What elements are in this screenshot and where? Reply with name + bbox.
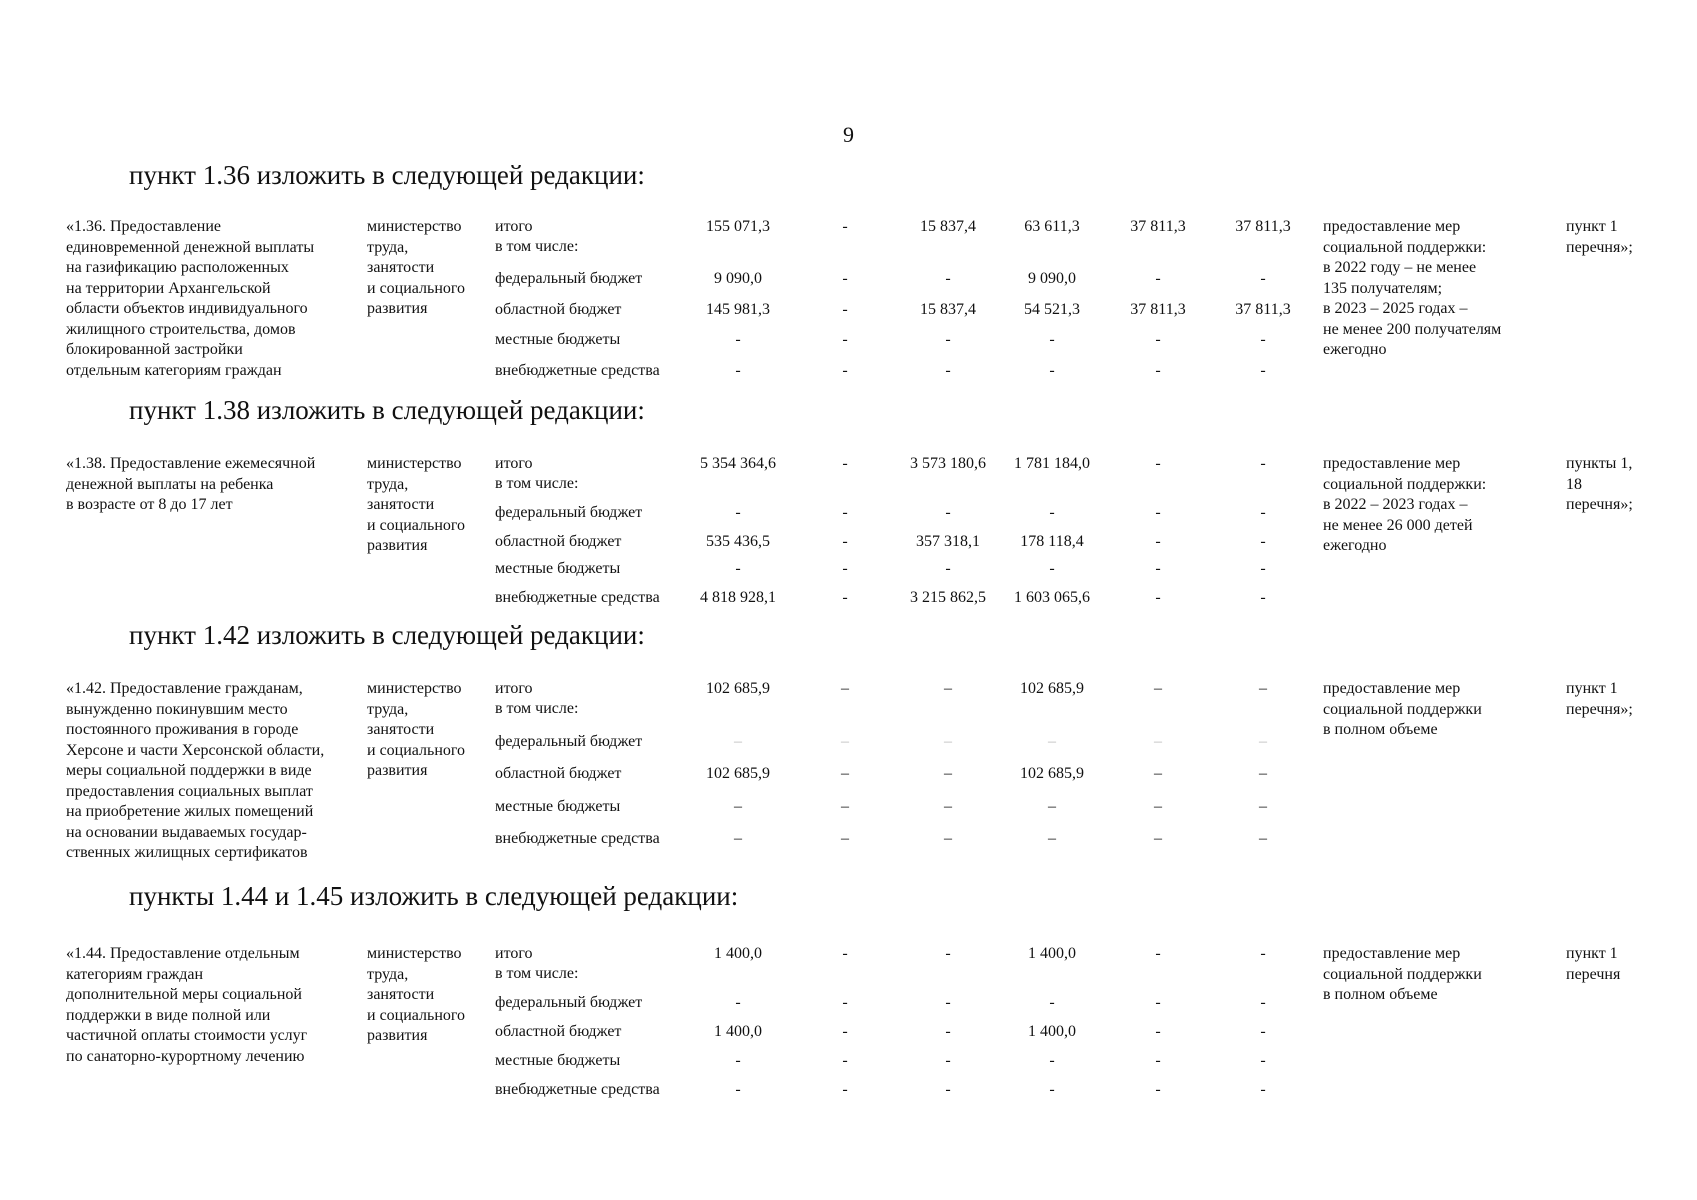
finance-value: - xyxy=(1049,331,1055,348)
finance-value: 15 837,4 xyxy=(920,301,976,318)
finance-value: 5 354 364,6 xyxy=(700,455,776,472)
finance-value: - xyxy=(945,1023,951,1040)
finance-value: 178 118,4 xyxy=(1020,533,1084,550)
finance-value: 1 400,0 xyxy=(1028,945,1076,962)
executor-line: развития xyxy=(367,300,428,317)
result-line: предоставление мер xyxy=(1323,680,1461,697)
executor-line: министерство xyxy=(367,680,462,697)
finance-value: – xyxy=(944,765,952,782)
finance-value: - xyxy=(945,362,951,379)
finance-value: - xyxy=(1155,945,1161,962)
finance-value: - xyxy=(842,270,848,287)
finance-value: - xyxy=(1155,1052,1161,1069)
finance-value: - xyxy=(1260,533,1266,550)
finance-value: - xyxy=(842,560,848,577)
finance-value: - xyxy=(1155,994,1161,1011)
finance-value: – xyxy=(944,733,952,750)
finance-value: – xyxy=(1048,830,1056,847)
finance-row-label: внебюджетные средства xyxy=(495,1081,660,1098)
finance-value: - xyxy=(842,1052,848,1069)
finance-value: 102 685,9 xyxy=(1020,765,1084,782)
item-description-line: предоставления социальных выплат xyxy=(66,782,313,800)
finance-value: - xyxy=(1155,1023,1161,1040)
item-description-line: на газификацию расположенных xyxy=(66,259,289,276)
finance-value: - xyxy=(1049,1081,1055,1098)
finance-value: 4 818 928,1 xyxy=(700,589,776,606)
finance-value: – xyxy=(1048,733,1056,750)
item-description-line: поддержки в виде полной или xyxy=(66,1006,271,1024)
finance-row-label: федеральный бюджет xyxy=(495,270,643,287)
finance-value: - xyxy=(1155,331,1161,348)
finance-row-label: областной бюджет xyxy=(495,1023,622,1040)
finance-value: 37 811,3 xyxy=(1235,218,1291,235)
result-line: ежегодно xyxy=(1323,341,1387,358)
reference-line: перечня»; xyxy=(1566,238,1633,256)
finance-value: 145 981,3 xyxy=(706,301,770,318)
finance-row-label: местные бюджеты xyxy=(495,560,621,577)
finance-value: – xyxy=(1048,798,1056,815)
finance-value: - xyxy=(842,218,848,235)
finance-value: – xyxy=(1154,680,1162,697)
item-description-line: денежной выплаты на ребенка xyxy=(66,475,274,493)
finance-value: - xyxy=(945,331,951,348)
executor-line: развития xyxy=(367,537,428,554)
finance-value: 1 603 065,6 xyxy=(1014,589,1090,606)
finance-row-label: федеральный бюджет xyxy=(495,994,643,1011)
finance-value: 37 811,3 xyxy=(1130,218,1186,235)
item-description-line: жилищного строительства, домов xyxy=(66,320,296,338)
finance-value: - xyxy=(1155,533,1161,550)
finance-row-label: областной бюджет xyxy=(495,301,622,318)
finance-value: - xyxy=(735,994,741,1011)
finance-value: – xyxy=(944,798,952,815)
result-line: ежегодно xyxy=(1323,537,1387,554)
finance-value: – xyxy=(734,798,742,815)
executor-line: и социального xyxy=(367,516,466,534)
finance-value: - xyxy=(842,301,848,318)
finance-row-label: в том числе: xyxy=(495,475,579,492)
finance-value: - xyxy=(1049,994,1055,1011)
item-description-line: на приобретение жилых помещений xyxy=(66,803,314,820)
finance-row-label: итого xyxy=(495,455,533,472)
item-description-line: дополнительной меры социальной xyxy=(66,986,302,1003)
result-line: социальной поддержки xyxy=(1323,700,1482,718)
finance-value: 9 090,0 xyxy=(714,270,762,287)
reference-line: пункты 1, xyxy=(1566,455,1633,472)
section-heading: пункт 1.42 изложить в следующей редакции: xyxy=(129,620,645,650)
finance-value: 1 400,0 xyxy=(714,945,762,962)
result-line: социальной поддержки: xyxy=(1323,238,1487,256)
item-description-line: Херсоне и части Херсонской области, xyxy=(66,741,325,759)
finance-value: – xyxy=(1259,830,1267,847)
finance-row-label: внебюджетные средства xyxy=(495,362,660,379)
finance-value: - xyxy=(842,533,848,550)
item-description-line: вынужденно покинувшим место xyxy=(66,700,288,718)
finance-value: - xyxy=(1155,1081,1161,1098)
finance-value: - xyxy=(1049,362,1055,379)
finance-value: 54 521,3 xyxy=(1024,301,1080,318)
result-line: в 2023 – 2025 годах – xyxy=(1323,300,1468,317)
reference-line: пункт 1 xyxy=(1566,945,1618,962)
executor-line: министерство xyxy=(367,218,462,235)
finance-value: – xyxy=(841,680,849,697)
finance-value: – xyxy=(841,798,849,815)
finance-value: 37 811,3 xyxy=(1235,301,1291,318)
finance-row-label: местные бюджеты xyxy=(495,798,621,815)
executor-line: занятости xyxy=(367,496,435,513)
finance-value: - xyxy=(735,504,741,521)
item-description-line: категориям граждан xyxy=(66,965,204,983)
finance-value: – xyxy=(944,680,952,697)
finance-value: - xyxy=(1260,504,1266,521)
finance-row-label: итого xyxy=(495,680,533,697)
finance-value: - xyxy=(1260,1023,1266,1040)
executor-line: труда, xyxy=(367,238,409,256)
executor-line: развития xyxy=(367,1027,428,1044)
reference-line: перечня»; xyxy=(1566,700,1633,718)
finance-value: – xyxy=(1154,733,1162,750)
reference-line: пункт 1 xyxy=(1566,680,1618,697)
finance-value: - xyxy=(735,1081,741,1098)
finance-value: - xyxy=(1260,362,1266,379)
finance-value: 1 781 184,0 xyxy=(1014,455,1090,472)
finance-value: - xyxy=(842,504,848,521)
finance-value: - xyxy=(842,994,848,1011)
item-description-line: «1.36. Предоставление xyxy=(66,218,222,235)
finance-value: - xyxy=(1155,589,1161,606)
finance-value: 1 400,0 xyxy=(714,1023,762,1040)
item-description-line: постоянного проживания в городе xyxy=(66,721,299,738)
finance-value: - xyxy=(1260,270,1266,287)
item-description-line: частичной оплаты стоимости услуг xyxy=(66,1027,308,1044)
finance-value: - xyxy=(1260,1052,1266,1069)
finance-value: - xyxy=(1260,945,1266,962)
finance-row-label: в том числе: xyxy=(495,965,579,982)
finance-value: - xyxy=(1049,504,1055,521)
finance-row-label: областной бюджет xyxy=(495,533,622,550)
item-description-line: единовременной денежной выплаты xyxy=(66,238,315,256)
executor-line: труда, xyxy=(367,965,409,983)
item-description-line: «1.44. Предоставление отдельным xyxy=(66,945,300,962)
finance-value: 63 611,3 xyxy=(1024,218,1080,235)
section-heading: пункт 1.36 изложить в следующей редакции: xyxy=(129,160,645,190)
finance-value: - xyxy=(1155,270,1161,287)
result-line: предоставление мер xyxy=(1323,455,1461,472)
executor-line: и социального xyxy=(367,279,466,297)
result-line: в 2022 – 2023 годах – xyxy=(1323,496,1468,513)
finance-value: – xyxy=(1154,830,1162,847)
page-number: 9 xyxy=(843,122,854,147)
executor-line: занятости xyxy=(367,259,435,276)
finance-value: – xyxy=(1154,798,1162,815)
executor-line: труда, xyxy=(367,475,409,493)
finance-value: – xyxy=(841,733,849,750)
item-description-line: отдельным категориям граждан xyxy=(66,361,282,379)
executor-line: и социального xyxy=(367,1006,466,1024)
item-description-line: ственных жилищных сертификатов xyxy=(66,844,308,861)
finance-row-label: местные бюджеты xyxy=(495,331,621,348)
finance-value: – xyxy=(1259,680,1267,697)
result-line: не менее 200 получателям xyxy=(1323,320,1502,338)
finance-value: 155 071,3 xyxy=(706,218,770,235)
item-description-line: области объектов индивидуального xyxy=(66,300,308,317)
finance-row-label: внебюджетные средства xyxy=(495,589,660,606)
finance-value: – xyxy=(1154,765,1162,782)
finance-value: - xyxy=(945,270,951,287)
result-line: в полном объеме xyxy=(1323,721,1438,738)
finance-row-label: областной бюджет xyxy=(495,765,622,782)
executor-line: и социального xyxy=(367,741,466,759)
item-description-line: в возрасте от 8 до 17 лет xyxy=(66,496,233,513)
finance-value: - xyxy=(945,994,951,1011)
finance-value: – xyxy=(1259,765,1267,782)
finance-value: - xyxy=(1260,455,1266,472)
finance-value: - xyxy=(1155,504,1161,521)
reference-line: пункт 1 xyxy=(1566,218,1618,235)
result-line: в 2022 году – не менее xyxy=(1323,259,1477,276)
result-line: не менее 26 000 детей xyxy=(1323,516,1473,534)
finance-value: – xyxy=(1259,798,1267,815)
finance-value: - xyxy=(735,560,741,577)
item-description-line: меры социальной поддержки в виде xyxy=(66,762,312,779)
finance-value: 1 400,0 xyxy=(1028,1023,1076,1040)
item-description-line: блокированной застройки xyxy=(66,341,243,358)
reference-line: перечня»; xyxy=(1566,496,1633,513)
executor-line: занятости xyxy=(367,986,435,1003)
result-line: в полном объеме xyxy=(1323,986,1438,1003)
finance-row-label: местные бюджеты xyxy=(495,1052,621,1069)
executor-line: развития xyxy=(367,762,428,779)
executor-line: занятости xyxy=(367,721,435,738)
executor-line: министерство xyxy=(367,455,462,472)
finance-value: - xyxy=(945,560,951,577)
section-heading: пункт 1.38 изложить в следующей редакции: xyxy=(129,395,645,425)
finance-value: - xyxy=(842,945,848,962)
finance-value: - xyxy=(842,589,848,606)
result-line: социальной поддержки: xyxy=(1323,475,1487,493)
finance-value: – xyxy=(841,830,849,847)
executor-line: труда, xyxy=(367,700,409,718)
finance-value: 102 685,9 xyxy=(1020,680,1084,697)
finance-value: 3 573 180,6 xyxy=(910,455,986,472)
finance-value: – xyxy=(841,765,849,782)
result-line: предоставление мер xyxy=(1323,945,1461,962)
reference-line: 18 xyxy=(1566,475,1582,493)
finance-value: - xyxy=(1049,1052,1055,1069)
finance-value: 102 685,9 xyxy=(706,680,770,697)
finance-value: – xyxy=(944,830,952,847)
item-description-line: на территории Архангельской xyxy=(66,279,271,297)
finance-row-label: в том числе: xyxy=(495,700,579,717)
finance-value: - xyxy=(1260,331,1266,348)
finance-value: 357 318,1 xyxy=(916,533,980,550)
item-description-line: «1.42. Предоставление гражданам, xyxy=(66,680,303,697)
finance-row-label: федеральный бюджет xyxy=(495,504,643,521)
result-line: 135 получателям; xyxy=(1323,279,1443,297)
finance-value: - xyxy=(842,455,848,472)
finance-value: - xyxy=(1260,560,1266,577)
finance-value: 37 811,3 xyxy=(1130,301,1186,318)
finance-value: - xyxy=(842,1081,848,1098)
finance-value: - xyxy=(1049,560,1055,577)
item-description-line: по санаторно-курортному лечению xyxy=(66,1047,305,1065)
finance-row-label: федеральный бюджет xyxy=(495,733,643,750)
finance-value: - xyxy=(1155,455,1161,472)
finance-value: – xyxy=(734,733,742,750)
finance-value: - xyxy=(842,331,848,348)
result-line: социальной поддержки xyxy=(1323,965,1482,983)
finance-value: 102 685,9 xyxy=(706,765,770,782)
reference-line: перечня xyxy=(1566,965,1621,983)
finance-value: - xyxy=(1155,362,1161,379)
finance-value: 535 436,5 xyxy=(706,533,770,550)
executor-line: министерство xyxy=(367,945,462,962)
finance-row-label: внебюджетные средства xyxy=(495,830,660,847)
finance-value: – xyxy=(734,830,742,847)
finance-value: - xyxy=(945,1081,951,1098)
finance-row-label: итого xyxy=(495,218,533,235)
finance-value: - xyxy=(1155,560,1161,577)
finance-value: 3 215 862,5 xyxy=(910,589,986,606)
finance-row-label: в том числе: xyxy=(495,238,579,255)
item-description-line: на основании выдаваемых государ- xyxy=(66,823,307,841)
finance-value: - xyxy=(842,362,848,379)
finance-value: - xyxy=(945,945,951,962)
finance-value: - xyxy=(1260,1081,1266,1098)
finance-value: - xyxy=(842,1023,848,1040)
finance-value: 15 837,4 xyxy=(920,218,976,235)
finance-row-label: итого xyxy=(495,945,533,962)
finance-value: 9 090,0 xyxy=(1028,270,1076,287)
finance-value: - xyxy=(945,504,951,521)
finance-value: - xyxy=(1260,994,1266,1011)
finance-value: - xyxy=(1260,589,1266,606)
finance-value: - xyxy=(945,1052,951,1069)
result-line: предоставление мер xyxy=(1323,218,1461,235)
finance-value: - xyxy=(735,331,741,348)
section-heading: пункты 1.44 и 1.45 изложить в следующей редакции: xyxy=(129,881,739,911)
finance-value: - xyxy=(735,362,741,379)
item-description-line: «1.38. Предоставление ежемесячной xyxy=(66,455,316,472)
finance-value: – xyxy=(1259,733,1267,750)
finance-value: - xyxy=(735,1052,741,1069)
